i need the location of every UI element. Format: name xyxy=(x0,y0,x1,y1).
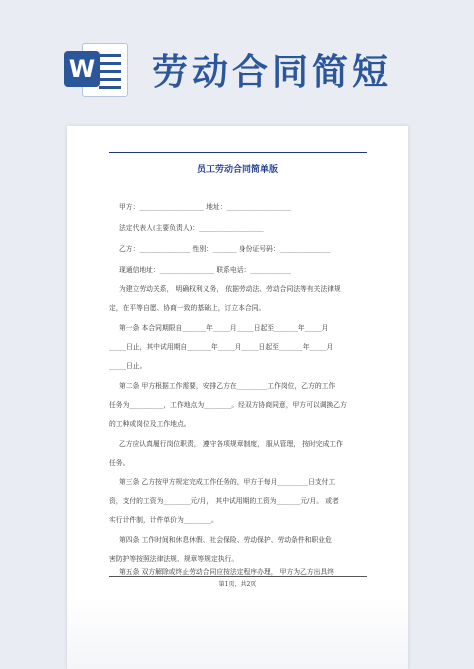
article-2-line-1: 第二条 甲方根据工作需要，安排乙方在_________工作岗位，乙方的工作 xyxy=(119,382,336,390)
legal-representative-line: 法定代表人(主要负责人)：___________________ xyxy=(119,224,264,232)
footer-rule xyxy=(109,576,367,577)
preamble-line-2: 定，在平等自愿、协商一致的基础上，订立本合同。 xyxy=(109,304,266,312)
article-4-line-2: 害防护等按照法律法规、规章等规定执行。 xyxy=(109,555,239,563)
banner-title: 劳动合同简短 xyxy=(152,52,393,93)
header-rule xyxy=(109,152,367,153)
party-a-line: 甲方：___________________ 地址：___________________ xyxy=(119,203,292,211)
word-icon xyxy=(64,41,126,97)
article-2-line-2: 任务为__________，工作地点为________。经双方协商同意，甲方可以调换乙方 xyxy=(109,401,347,409)
article-2-line-5: 任务。 xyxy=(109,459,130,467)
preamble-line-1: 为建立劳动关系， 明确权利义务， 依据劳动法、劳动合同法等有关法律规 xyxy=(119,285,341,293)
article-3-line-3: 实行计件制，计件单价为________。 xyxy=(109,516,218,524)
banner xyxy=(0,0,474,120)
page-number: 第1页，共2页 xyxy=(218,581,257,588)
word-letter-badge: W xyxy=(64,51,100,87)
next-page-area xyxy=(67,596,408,669)
article-2-line-3: 的工种或岗位及工作地点。 xyxy=(109,420,191,428)
party-b-line: 乙方：_______________ 性别：_______ 身份证号码：_______________ xyxy=(119,245,331,253)
article-1-line-1: 第一条 本合同期限自_______年_____月_____日起至_______年_____月 xyxy=(119,324,329,332)
article-1-line-2: _____日止，其中试用期自_______年_____月_____日起至_______年_____月 xyxy=(109,343,334,351)
document-title: 员工劳动合同简单版 xyxy=(196,165,278,175)
document-page xyxy=(67,126,408,669)
article-4-line-1: 第四条 工作时间和休息休假、社会保险、劳动保护、劳动条件和职业危 xyxy=(119,536,332,544)
contact-line: 现通信地址：________________ 联系电话：____________ xyxy=(119,266,292,274)
article-3-line-1: 第三条 乙方按甲方规定完成工作任务的，甲方于每月_________日支付工 xyxy=(119,478,336,486)
article-2-line-4: 乙方应认真履行岗位职责， 遵守各项规章制度， 服从管理， 按时完成工作 xyxy=(119,440,343,448)
article-5-line-1: 第五条 双方解除或终止劳动合同应按法定程序办理， 甲方为乙方出具终 xyxy=(119,568,335,576)
article-3-line-2: 资，支付的工资为________元/月， 其中试用期的工资为_______元/月。 或者 xyxy=(109,497,339,505)
article-1-line-3: _____日止。 xyxy=(109,362,147,370)
